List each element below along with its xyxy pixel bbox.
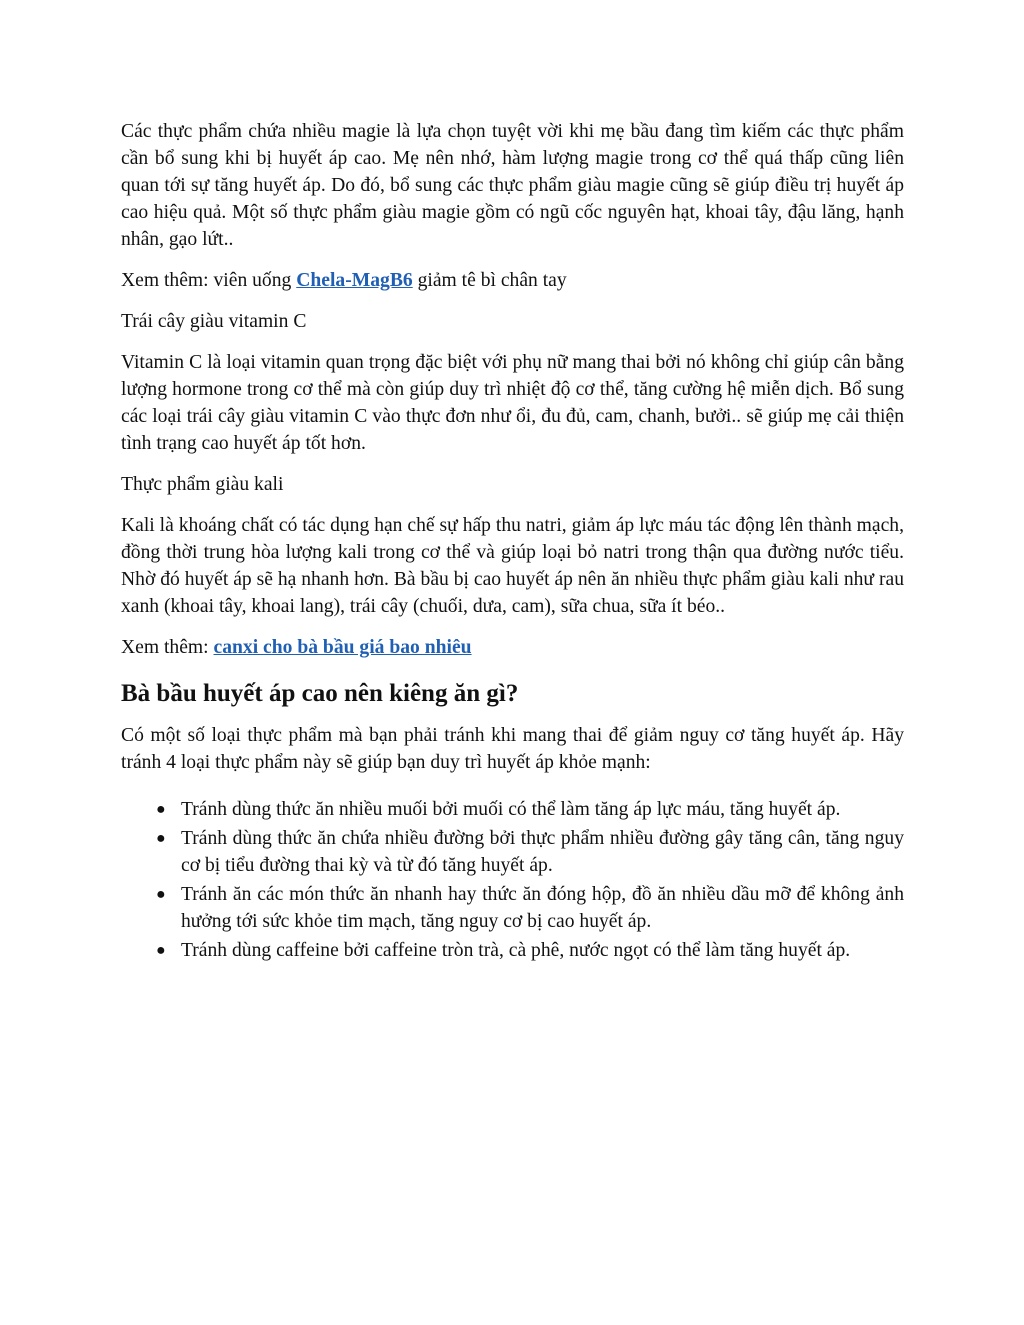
list-item-text: Tránh dùng caffeine bởi caffeine tròn trà, cà phê, nước ngọt có thể làm tăng huyết áp. [181, 940, 851, 961]
see-more-line-2 [121, 634, 904, 661]
list-item [121, 937, 904, 964]
subheading-vitamin-c: Trái cây giàu vitamin C [121, 311, 307, 332]
section-heading: Bà bầu huyết áp cao nên kiêng ăn gì? [121, 680, 519, 707]
list-item [121, 881, 904, 935]
paragraph-magnesium: Các thực phẩm chứa nhiều magie là lựa chọn tuyệt vời khi mẹ bầu đang tìm kiếm các thực phẩm cần bổ sung khi bị huyết áp cao. Mẹ nên nhớ, hàm lượng magie trong cơ thể quá thấp cũng liên quan tới sự tăng huyết áp. Do đó, bổ sung các thực phẩm giàu magie cũng sẽ giúp điều trị huyết áp cao hiệu quả. Một số thực phẩm giàu magie gồm có ngũ cốc nguyên hạt, khoai tây, đậu lăng, hạnh nhân, gạo lứt.. [121, 121, 904, 250]
see-more-1-prefix: Xem thêm: viên uống [121, 270, 297, 291]
list-item-text: Tránh ăn các món thức ăn nhanh hay thức ăn đóng hộp, đồ ăn nhiều dầu mỡ để không ảnh hưởng tới sức khỏe tim mạch, tăng nguy cơ bị cao huyết áp. [181, 884, 904, 932]
list-item-text: Tránh dùng thức ăn nhiều muối bởi muối có thể làm tăng áp lực máu, tăng huyết áp. [181, 799, 841, 820]
bullet-icon: ● [156, 886, 166, 903]
avoid-food-list [121, 796, 904, 964]
bullet-icon: ● [156, 801, 166, 818]
subheading-potassium: Thực phẩm giàu kali [121, 474, 284, 495]
see-more-2-prefix: Xem thêm: [121, 637, 214, 658]
see-more-line-1 [121, 267, 904, 294]
paragraph-vitamin-c: Vitamin C là loại vitamin quan trọng đặc biệt với phụ nữ mang thai bởi nó không chỉ giúp cân bằng lượng hormone trong cơ thể mà còn giúp duy trì nhiệt độ cơ thể, tăng cường hệ miễn dịch. Bổ sung các loại trái cây giàu vitamin C vào thực đơn như ổi, đu đủ, cam, chanh, bưởi.. sẽ giúp mẹ cải thiện tình trạng cao huyết áp tốt hơn. [121, 352, 904, 454]
bullet-icon: ● [156, 942, 166, 959]
list-item-text: Tránh dùng thức ăn chứa nhiều đường bởi thực phẩm nhiều đường gây tăng cân, tăng nguy cơ bị tiểu đường thai kỳ và từ đó tăng huyết áp. [181, 828, 904, 876]
bullet-icon: ● [156, 830, 166, 847]
canxi-price-link[interactable]: canxi cho bà bầu giá bao nhiêu [213, 637, 472, 658]
see-more-1-suffix: giảm tê bì chân tay [412, 270, 567, 291]
document-page [121, 118, 904, 966]
chela-magb6-link[interactable]: Chela-MagB6 [296, 270, 413, 291]
paragraph-potassium: Kali là khoáng chất có tác dụng hạn chế sự hấp thu natri, giảm áp lực máu tác động lên thành mạch, đồng thời trung hòa lượng kali trong cơ thể và giúp loại bỏ natri trong thận qua đường nước tiểu. Nhờ đó huyết áp sẽ hạ nhanh hơn. Bà bầu bị cao huyết áp nên ăn nhiều thực phẩm giàu kali như rau xanh (khoai tây, khoai lang), trái cây (chuối, dưa, cam), sữa chua, sữa ít béo.. [121, 515, 904, 617]
list-item [121, 825, 904, 879]
section-intro: Có một số loại thực phẩm mà bạn phải tránh khi mang thai để giảm nguy cơ tăng huyết áp. Hãy tránh 4 loại thực phẩm này sẽ giúp bạn duy trì huyết áp khỏe mạnh: [121, 725, 904, 773]
list-item [121, 796, 904, 823]
